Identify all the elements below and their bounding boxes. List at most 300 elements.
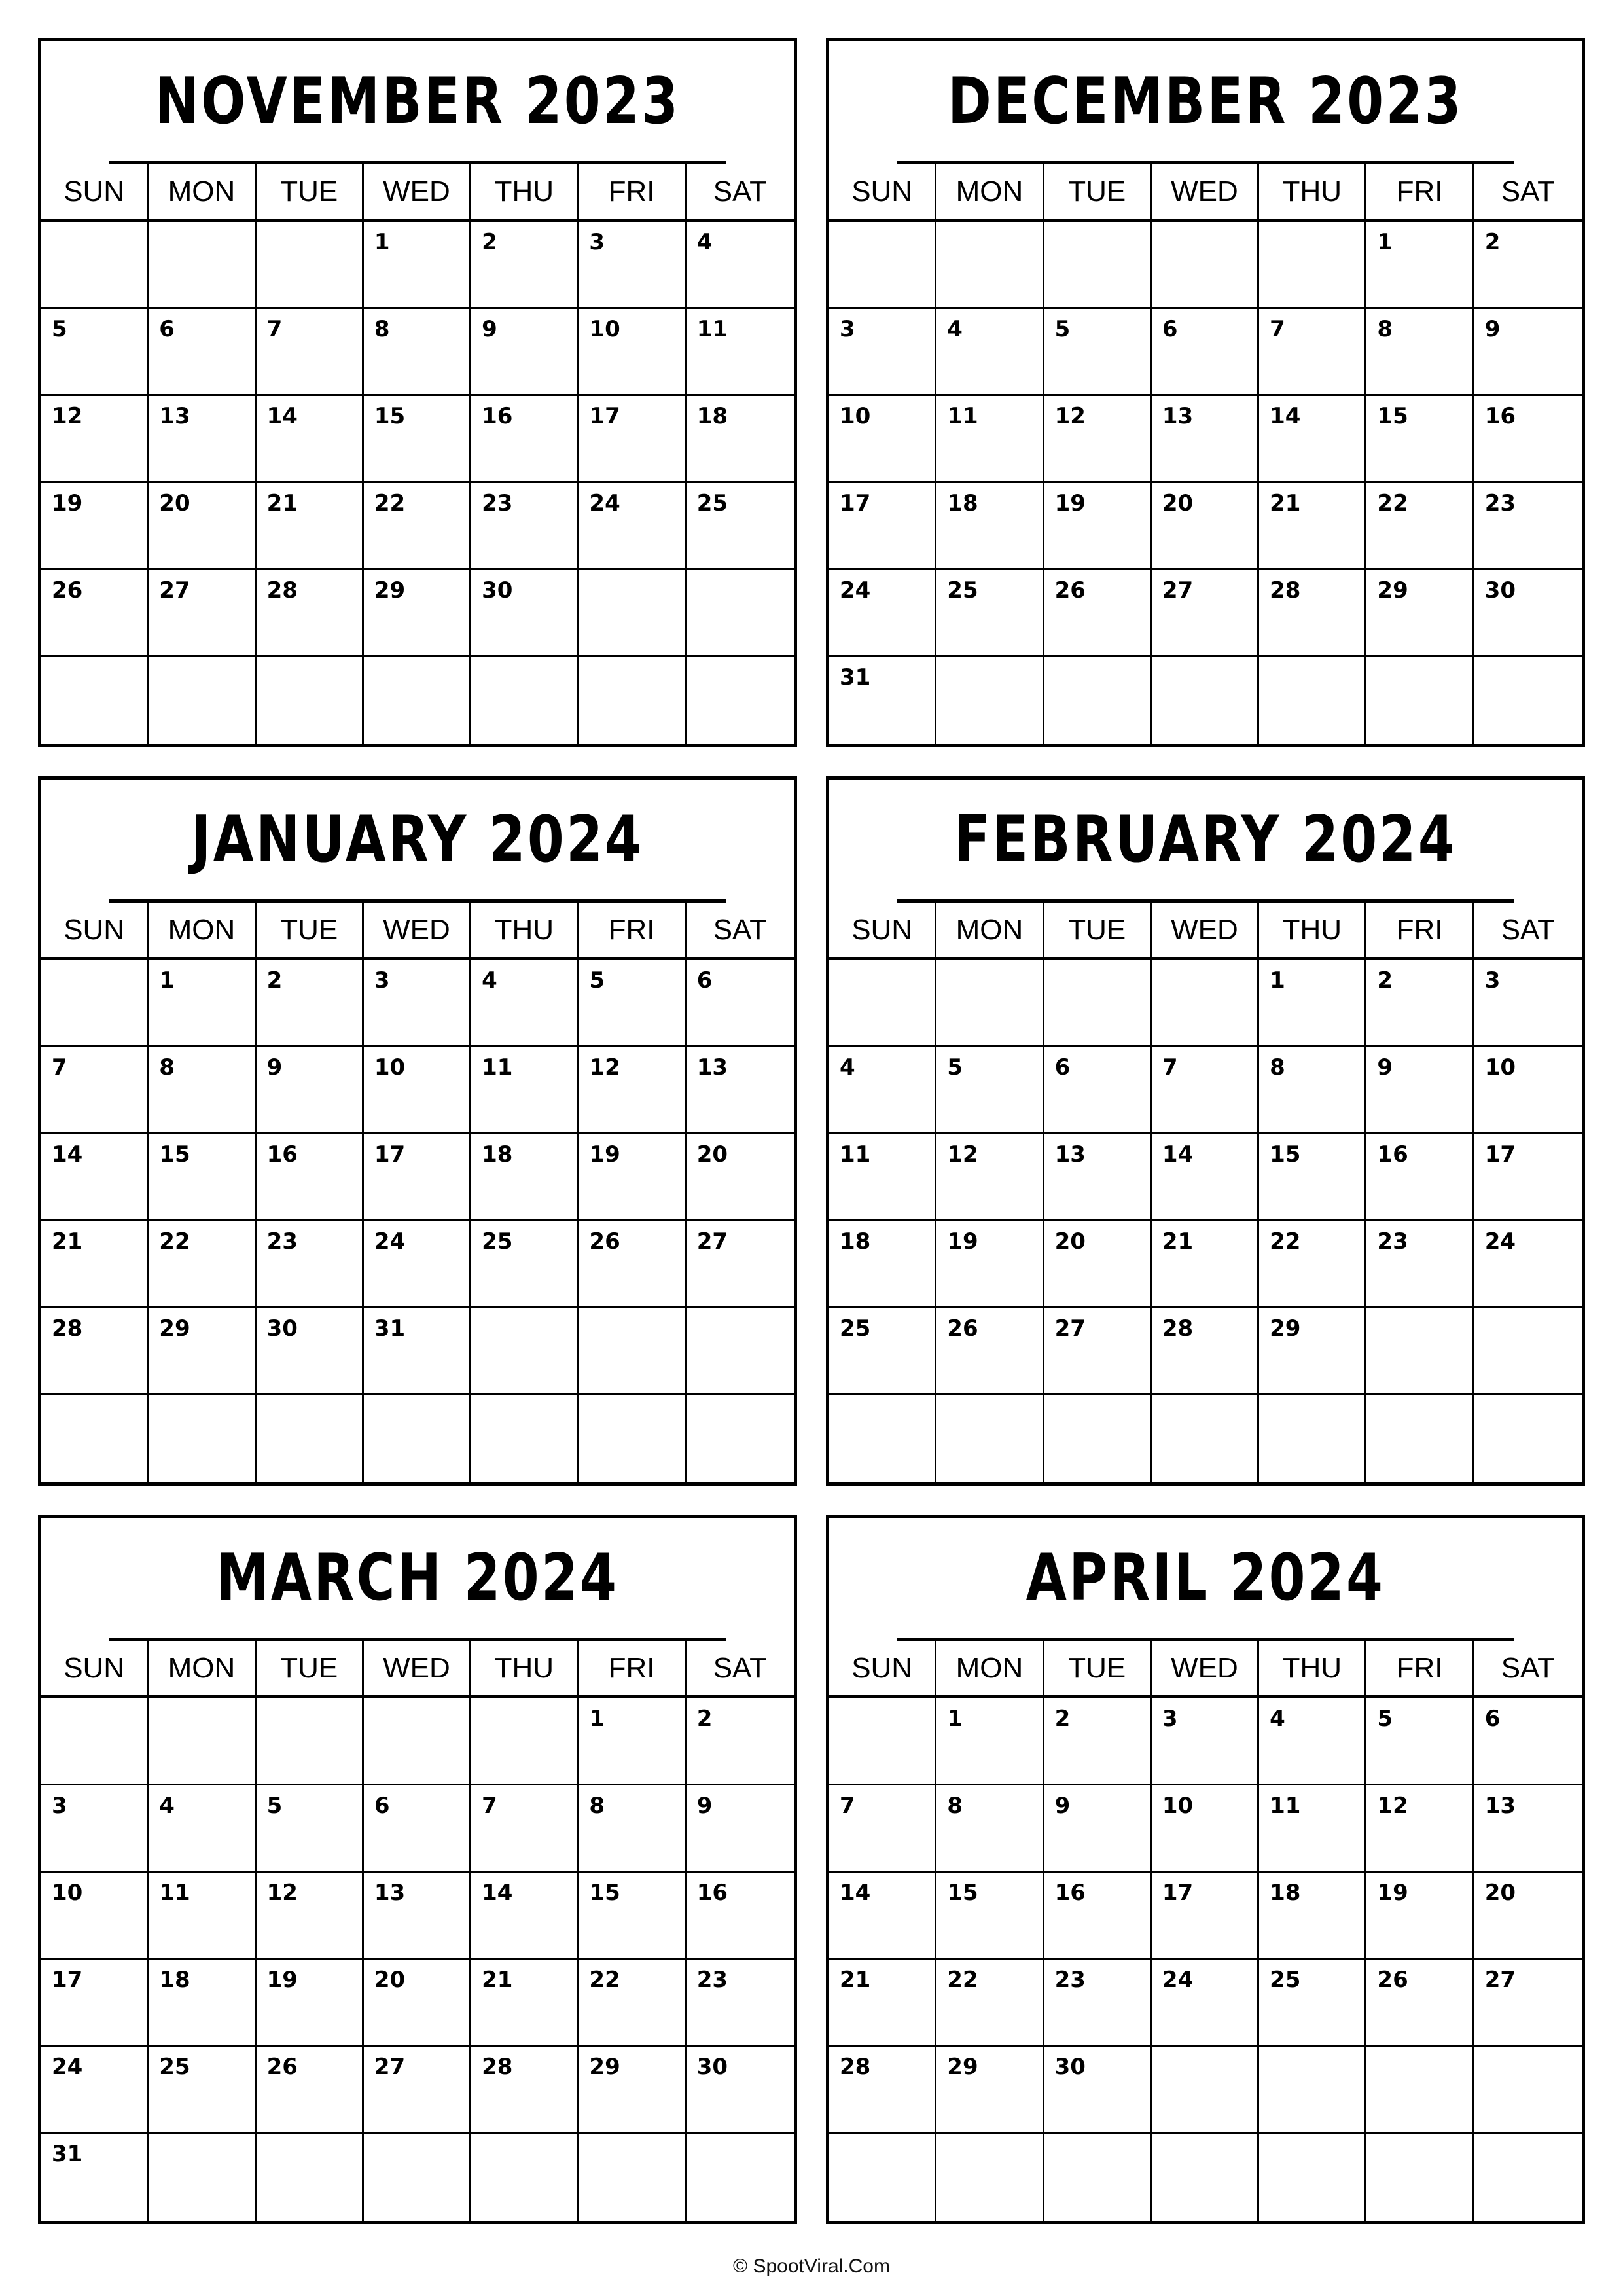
day-cell — [1044, 2134, 1152, 2221]
day-cell — [41, 1698, 149, 1785]
day-cell: 3 — [829, 309, 936, 396]
day-cell: 15 — [579, 1873, 686, 1960]
weekday-header-row — [41, 164, 794, 222]
day-cell: 29 — [364, 570, 471, 657]
day-cell — [1044, 222, 1152, 309]
day-cell: 5 — [257, 1785, 364, 1873]
day-cell — [687, 1395, 794, 1482]
day-cell: 22 — [936, 1960, 1044, 2047]
day-cell: 26 — [41, 570, 149, 657]
day-cell: 2 — [1044, 1698, 1152, 1785]
weekday-label: SUN — [41, 164, 149, 219]
day-cell: 27 — [1152, 570, 1259, 657]
day-cell — [579, 657, 686, 744]
weekday-label: THU — [471, 903, 579, 957]
day-cell: 14 — [471, 1873, 579, 1960]
day-cell — [1259, 657, 1366, 744]
day-cell: 16 — [257, 1134, 364, 1221]
day-cell: 28 — [1152, 1308, 1259, 1395]
day-cell: 24 — [579, 483, 686, 570]
day-cell — [1152, 222, 1259, 309]
day-cell: 21 — [257, 483, 364, 570]
month-title: DECEMBER 2023 — [897, 41, 1514, 164]
day-cell: 17 — [1474, 1134, 1582, 1221]
day-cell: 14 — [1259, 396, 1366, 483]
day-cell — [1152, 960, 1259, 1047]
day-cell: 20 — [1152, 483, 1259, 570]
weekday-label: THU — [1259, 903, 1366, 957]
day-cell: 8 — [364, 309, 471, 396]
day-cell: 26 — [1044, 570, 1152, 657]
day-cell: 2 — [257, 960, 364, 1047]
day-cell: 3 — [1474, 960, 1582, 1047]
day-cell — [41, 657, 149, 744]
weekday-label: WED — [364, 1641, 471, 1695]
day-cell — [1152, 657, 1259, 744]
weekday-label: TUE — [257, 1641, 364, 1695]
day-cell — [687, 657, 794, 744]
weekday-label: THU — [1259, 164, 1366, 219]
weekday-label: SAT — [1501, 913, 1555, 946]
day-cell: 4 — [687, 222, 794, 309]
day-cell: 11 — [829, 1134, 936, 1221]
day-cell: 2 — [1474, 222, 1582, 309]
day-cell: 23 — [471, 483, 579, 570]
day-cell: 9 — [257, 1047, 364, 1134]
day-cell: 15 — [936, 1873, 1044, 1960]
day-cell: 14 — [41, 1134, 149, 1221]
day-cell: 28 — [471, 2047, 579, 2134]
day-cell: 12 — [41, 396, 149, 483]
day-cell: 21 — [41, 1221, 149, 1308]
day-cell: 17 — [41, 1960, 149, 2047]
day-cell — [1152, 1395, 1259, 1482]
day-cell — [364, 1395, 471, 1482]
day-cell: 18 — [687, 396, 794, 483]
day-cell: 22 — [364, 483, 471, 570]
day-cell: 11 — [149, 1873, 256, 1960]
weekday-label: TUE — [1044, 164, 1152, 219]
day-cell: 25 — [687, 483, 794, 570]
day-cell: 27 — [687, 1221, 794, 1308]
day-cell: 11 — [471, 1047, 579, 1134]
day-cell — [1474, 2134, 1582, 2221]
day-cell: 20 — [1474, 1873, 1582, 1960]
day-cell: 11 — [687, 309, 794, 396]
weekday-header-row — [41, 1641, 794, 1698]
day-cell: 10 — [41, 1873, 149, 1960]
day-cell: 15 — [1259, 1134, 1366, 1221]
weekday-label: FRI — [579, 164, 686, 219]
day-cell: 28 — [1259, 570, 1366, 657]
day-cell: 4 — [829, 1047, 936, 1134]
day-cell — [1259, 222, 1366, 309]
day-cell: 18 — [829, 1221, 936, 1308]
day-cell: 2 — [687, 1698, 794, 1785]
day-cell: 9 — [1366, 1047, 1474, 1134]
day-cell: 3 — [41, 1785, 149, 1873]
weekday-label: MON — [149, 164, 256, 219]
weekday-label: SAT — [1501, 1651, 1555, 1684]
day-grid — [41, 222, 794, 744]
day-cell: 19 — [579, 1134, 686, 1221]
day-cell: 22 — [1259, 1221, 1366, 1308]
month-calendar-january-2024 — [38, 776, 797, 1486]
day-cell: 4 — [1259, 1698, 1366, 1785]
weekday-header-row — [829, 164, 1582, 222]
day-cell: 15 — [1366, 396, 1474, 483]
day-cell: 25 — [829, 1308, 936, 1395]
day-cell: 19 — [257, 1960, 364, 2047]
day-cell: 10 — [579, 309, 686, 396]
day-cell: 7 — [1152, 1047, 1259, 1134]
day-cell: 30 — [1044, 2047, 1152, 2134]
day-cell: 26 — [257, 2047, 364, 2134]
day-grid — [41, 1698, 794, 2221]
day-cell: 16 — [1366, 1134, 1474, 1221]
day-cell — [471, 657, 579, 744]
day-cell: 12 — [1366, 1785, 1474, 1873]
day-cell: 13 — [1474, 1785, 1582, 1873]
month-title: NOVEMBER 2023 — [109, 41, 726, 164]
day-cell: 24 — [829, 570, 936, 657]
day-cell — [1259, 2134, 1366, 2221]
weekday-label: TUE — [257, 903, 364, 957]
day-cell: 16 — [687, 1873, 794, 1960]
day-cell — [829, 1395, 936, 1482]
day-cell: 9 — [1474, 309, 1582, 396]
day-cell: 13 — [149, 396, 256, 483]
day-cell: 20 — [687, 1134, 794, 1221]
day-cell — [1152, 2047, 1259, 2134]
weekday-label: WED — [1152, 1641, 1259, 1695]
day-cell — [579, 1395, 686, 1482]
day-cell: 26 — [1366, 1960, 1474, 2047]
day-cell: 21 — [471, 1960, 579, 2047]
day-cell: 20 — [149, 483, 256, 570]
weekday-label: FRI — [1366, 1641, 1474, 1695]
day-cell: 28 — [829, 2047, 936, 2134]
day-cell: 6 — [1474, 1698, 1582, 1785]
day-cell — [149, 1395, 256, 1482]
day-cell: 18 — [936, 483, 1044, 570]
day-cell: 10 — [1152, 1785, 1259, 1873]
month-title: FEBRUARY 2024 — [897, 780, 1514, 903]
day-cell: 13 — [687, 1047, 794, 1134]
day-cell: 10 — [829, 396, 936, 483]
day-cell: 26 — [936, 1308, 1044, 1395]
day-cell: 6 — [1152, 309, 1259, 396]
day-cell: 13 — [1044, 1134, 1152, 1221]
weekday-label: THU — [471, 164, 579, 219]
weekday-label: TUE — [1044, 903, 1152, 957]
day-cell: 17 — [829, 483, 936, 570]
day-cell: 18 — [471, 1134, 579, 1221]
day-cell: 7 — [471, 1785, 579, 1873]
weekday-label: THU — [471, 1641, 579, 1695]
day-cell: 1 — [364, 222, 471, 309]
day-cell — [1474, 1308, 1582, 1395]
weekday-label: SUN — [829, 164, 936, 219]
day-cell: 25 — [149, 2047, 256, 2134]
day-cell: 8 — [1259, 1047, 1366, 1134]
day-cell: 23 — [257, 1221, 364, 1308]
day-cell — [364, 2134, 471, 2221]
day-cell: 24 — [364, 1221, 471, 1308]
day-cell: 19 — [936, 1221, 1044, 1308]
day-cell — [579, 1308, 686, 1395]
day-cell: 8 — [579, 1785, 686, 1873]
day-cell: 11 — [1259, 1785, 1366, 1873]
month-calendar-november-2023 — [38, 38, 797, 747]
day-cell: 22 — [149, 1221, 256, 1308]
weekday-label: SUN — [829, 1641, 936, 1695]
day-cell: 30 — [1474, 570, 1582, 657]
day-cell: 31 — [41, 2134, 149, 2221]
day-cell: 27 — [1044, 1308, 1152, 1395]
day-cell: 1 — [1259, 960, 1366, 1047]
weekday-label: WED — [1152, 903, 1259, 957]
day-cell: 3 — [579, 222, 686, 309]
day-cell: 29 — [936, 2047, 1044, 2134]
day-cell — [149, 222, 256, 309]
day-cell — [364, 1698, 471, 1785]
weekday-header-row — [829, 1641, 1582, 1698]
day-cell: 14 — [1152, 1134, 1259, 1221]
day-cell: 21 — [829, 1960, 936, 2047]
day-cell: 8 — [1366, 309, 1474, 396]
day-cell — [1044, 1395, 1152, 1482]
day-cell: 5 — [1366, 1698, 1474, 1785]
day-cell: 22 — [579, 1960, 686, 2047]
day-cell: 21 — [1152, 1221, 1259, 1308]
day-cell: 7 — [41, 1047, 149, 1134]
day-cell: 2 — [471, 222, 579, 309]
day-cell — [936, 1395, 1044, 1482]
day-cell — [149, 657, 256, 744]
day-cell — [41, 222, 149, 309]
day-cell: 5 — [936, 1047, 1044, 1134]
day-cell: 13 — [364, 1873, 471, 1960]
day-cell: 14 — [829, 1873, 936, 1960]
weekday-label: WED — [364, 903, 471, 957]
day-cell: 23 — [687, 1960, 794, 2047]
day-cell: 16 — [471, 396, 579, 483]
day-cell — [579, 2134, 686, 2221]
day-cell: 6 — [1044, 1047, 1152, 1134]
month-title: MARCH 2024 — [109, 1518, 726, 1641]
weekday-label: SAT — [713, 913, 767, 946]
day-cell: 5 — [41, 309, 149, 396]
day-cell: 23 — [1366, 1221, 1474, 1308]
day-cell — [149, 2134, 256, 2221]
day-cell — [41, 960, 149, 1047]
weekday-label: SUN — [41, 903, 149, 957]
day-cell: 8 — [149, 1047, 256, 1134]
day-cell: 7 — [829, 1785, 936, 1873]
day-cell: 12 — [579, 1047, 686, 1134]
day-cell: 29 — [1259, 1308, 1366, 1395]
day-cell — [1366, 657, 1474, 744]
weekday-label: MON — [936, 903, 1044, 957]
weekday-label: SAT — [1501, 175, 1555, 207]
day-cell — [936, 2134, 1044, 2221]
weekday-label: FRI — [579, 903, 686, 957]
weekday-label: FRI — [1366, 164, 1474, 219]
weekday-label: SUN — [41, 1641, 149, 1695]
day-cell: 28 — [41, 1308, 149, 1395]
day-cell: 12 — [1044, 396, 1152, 483]
day-cell — [1259, 1395, 1366, 1482]
day-cell: 24 — [41, 2047, 149, 2134]
day-cell: 1 — [936, 1698, 1044, 1785]
copyright-footer: © SpootViral.Com — [733, 2255, 890, 2277]
day-cell: 10 — [364, 1047, 471, 1134]
day-cell — [1044, 960, 1152, 1047]
day-cell — [471, 1395, 579, 1482]
day-cell: 4 — [149, 1785, 256, 1873]
day-cell: 20 — [364, 1960, 471, 2047]
weekday-header-row — [41, 903, 794, 960]
day-cell — [471, 1308, 579, 1395]
day-cell — [936, 657, 1044, 744]
day-cell — [936, 222, 1044, 309]
weekday-label: MON — [149, 1641, 256, 1695]
day-cell: 9 — [1044, 1785, 1152, 1873]
day-cell — [829, 1698, 936, 1785]
day-cell — [829, 2134, 936, 2221]
day-cell: 19 — [41, 483, 149, 570]
day-cell: 16 — [1474, 396, 1582, 483]
day-cell — [1474, 657, 1582, 744]
day-cell — [1366, 1308, 1474, 1395]
day-cell: 12 — [257, 1873, 364, 1960]
day-cell: 18 — [149, 1960, 256, 2047]
day-cell: 18 — [1259, 1873, 1366, 1960]
day-cell: 6 — [687, 960, 794, 1047]
day-cell — [829, 222, 936, 309]
month-calendar-march-2024 — [38, 1515, 797, 2224]
weekday-label: WED — [364, 164, 471, 219]
day-cell — [936, 960, 1044, 1047]
day-cell — [1474, 2047, 1582, 2134]
day-cell: 6 — [364, 1785, 471, 1873]
day-cell — [1152, 2134, 1259, 2221]
day-cell: 14 — [257, 396, 364, 483]
day-grid — [829, 960, 1582, 1482]
day-cell: 7 — [257, 309, 364, 396]
weekday-label: MON — [936, 1641, 1044, 1695]
weekday-label: SUN — [829, 903, 936, 957]
day-cell: 11 — [936, 396, 1044, 483]
weekday-label: WED — [1152, 164, 1259, 219]
day-cell — [257, 2134, 364, 2221]
day-cell — [149, 1698, 256, 1785]
day-cell: 8 — [936, 1785, 1044, 1873]
day-cell: 5 — [579, 960, 686, 1047]
day-cell: 3 — [1152, 1698, 1259, 1785]
weekday-label: TUE — [257, 164, 364, 219]
day-cell: 30 — [687, 2047, 794, 2134]
day-cell — [1259, 2047, 1366, 2134]
day-cell — [257, 222, 364, 309]
day-cell: 19 — [1044, 483, 1152, 570]
day-cell — [1366, 2047, 1474, 2134]
weekday-label: SAT — [713, 175, 767, 207]
day-cell — [829, 960, 936, 1047]
day-cell: 3 — [364, 960, 471, 1047]
day-cell — [1474, 1395, 1582, 1482]
day-cell — [579, 570, 686, 657]
day-cell: 22 — [1366, 483, 1474, 570]
weekday-label: MON — [936, 164, 1044, 219]
day-cell — [41, 1395, 149, 1482]
day-cell: 1 — [1366, 222, 1474, 309]
day-cell: 24 — [1474, 1221, 1582, 1308]
day-cell — [257, 1698, 364, 1785]
day-cell — [1044, 657, 1152, 744]
month-calendar-february-2024 — [826, 776, 1585, 1486]
day-cell: 23 — [1474, 483, 1582, 570]
weekday-label: SAT — [713, 1651, 767, 1684]
day-cell: 10 — [1474, 1047, 1582, 1134]
day-cell — [687, 2134, 794, 2221]
day-cell: 4 — [936, 309, 1044, 396]
day-cell: 17 — [579, 396, 686, 483]
month-calendar-april-2024 — [826, 1515, 1585, 2224]
day-cell: 7 — [1259, 309, 1366, 396]
month-calendar-december-2023 — [826, 38, 1585, 747]
day-cell: 30 — [257, 1308, 364, 1395]
day-cell: 13 — [1152, 396, 1259, 483]
day-grid — [41, 960, 794, 1482]
day-cell: 1 — [149, 960, 256, 1047]
day-cell — [1366, 1395, 1474, 1482]
day-cell — [471, 1698, 579, 1785]
weekday-label: FRI — [1366, 903, 1474, 957]
day-cell: 6 — [149, 309, 256, 396]
month-title: JANUARY 2024 — [109, 780, 726, 903]
day-cell: 29 — [579, 2047, 686, 2134]
day-grid — [829, 1698, 1582, 2221]
day-cell: 29 — [149, 1308, 256, 1395]
day-cell: 27 — [364, 2047, 471, 2134]
day-grid — [829, 222, 1582, 744]
day-cell: 24 — [1152, 1960, 1259, 2047]
day-cell: 25 — [1259, 1960, 1366, 2047]
day-cell: 21 — [1259, 483, 1366, 570]
day-cell: 29 — [1366, 570, 1474, 657]
day-cell — [257, 1395, 364, 1482]
day-cell: 31 — [829, 657, 936, 744]
weekday-label: MON — [149, 903, 256, 957]
day-cell: 12 — [936, 1134, 1044, 1221]
weekday-label: TUE — [1044, 1641, 1152, 1695]
day-cell: 26 — [579, 1221, 686, 1308]
weekday-label: THU — [1259, 1641, 1366, 1695]
day-cell: 1 — [579, 1698, 686, 1785]
day-cell — [687, 570, 794, 657]
day-cell: 19 — [1366, 1873, 1474, 1960]
day-cell: 4 — [471, 960, 579, 1047]
day-cell: 28 — [257, 570, 364, 657]
day-cell: 31 — [364, 1308, 471, 1395]
day-cell: 30 — [471, 570, 579, 657]
day-cell: 23 — [1044, 1960, 1152, 2047]
day-cell: 27 — [149, 570, 256, 657]
day-cell: 15 — [149, 1134, 256, 1221]
day-cell: 25 — [471, 1221, 579, 1308]
